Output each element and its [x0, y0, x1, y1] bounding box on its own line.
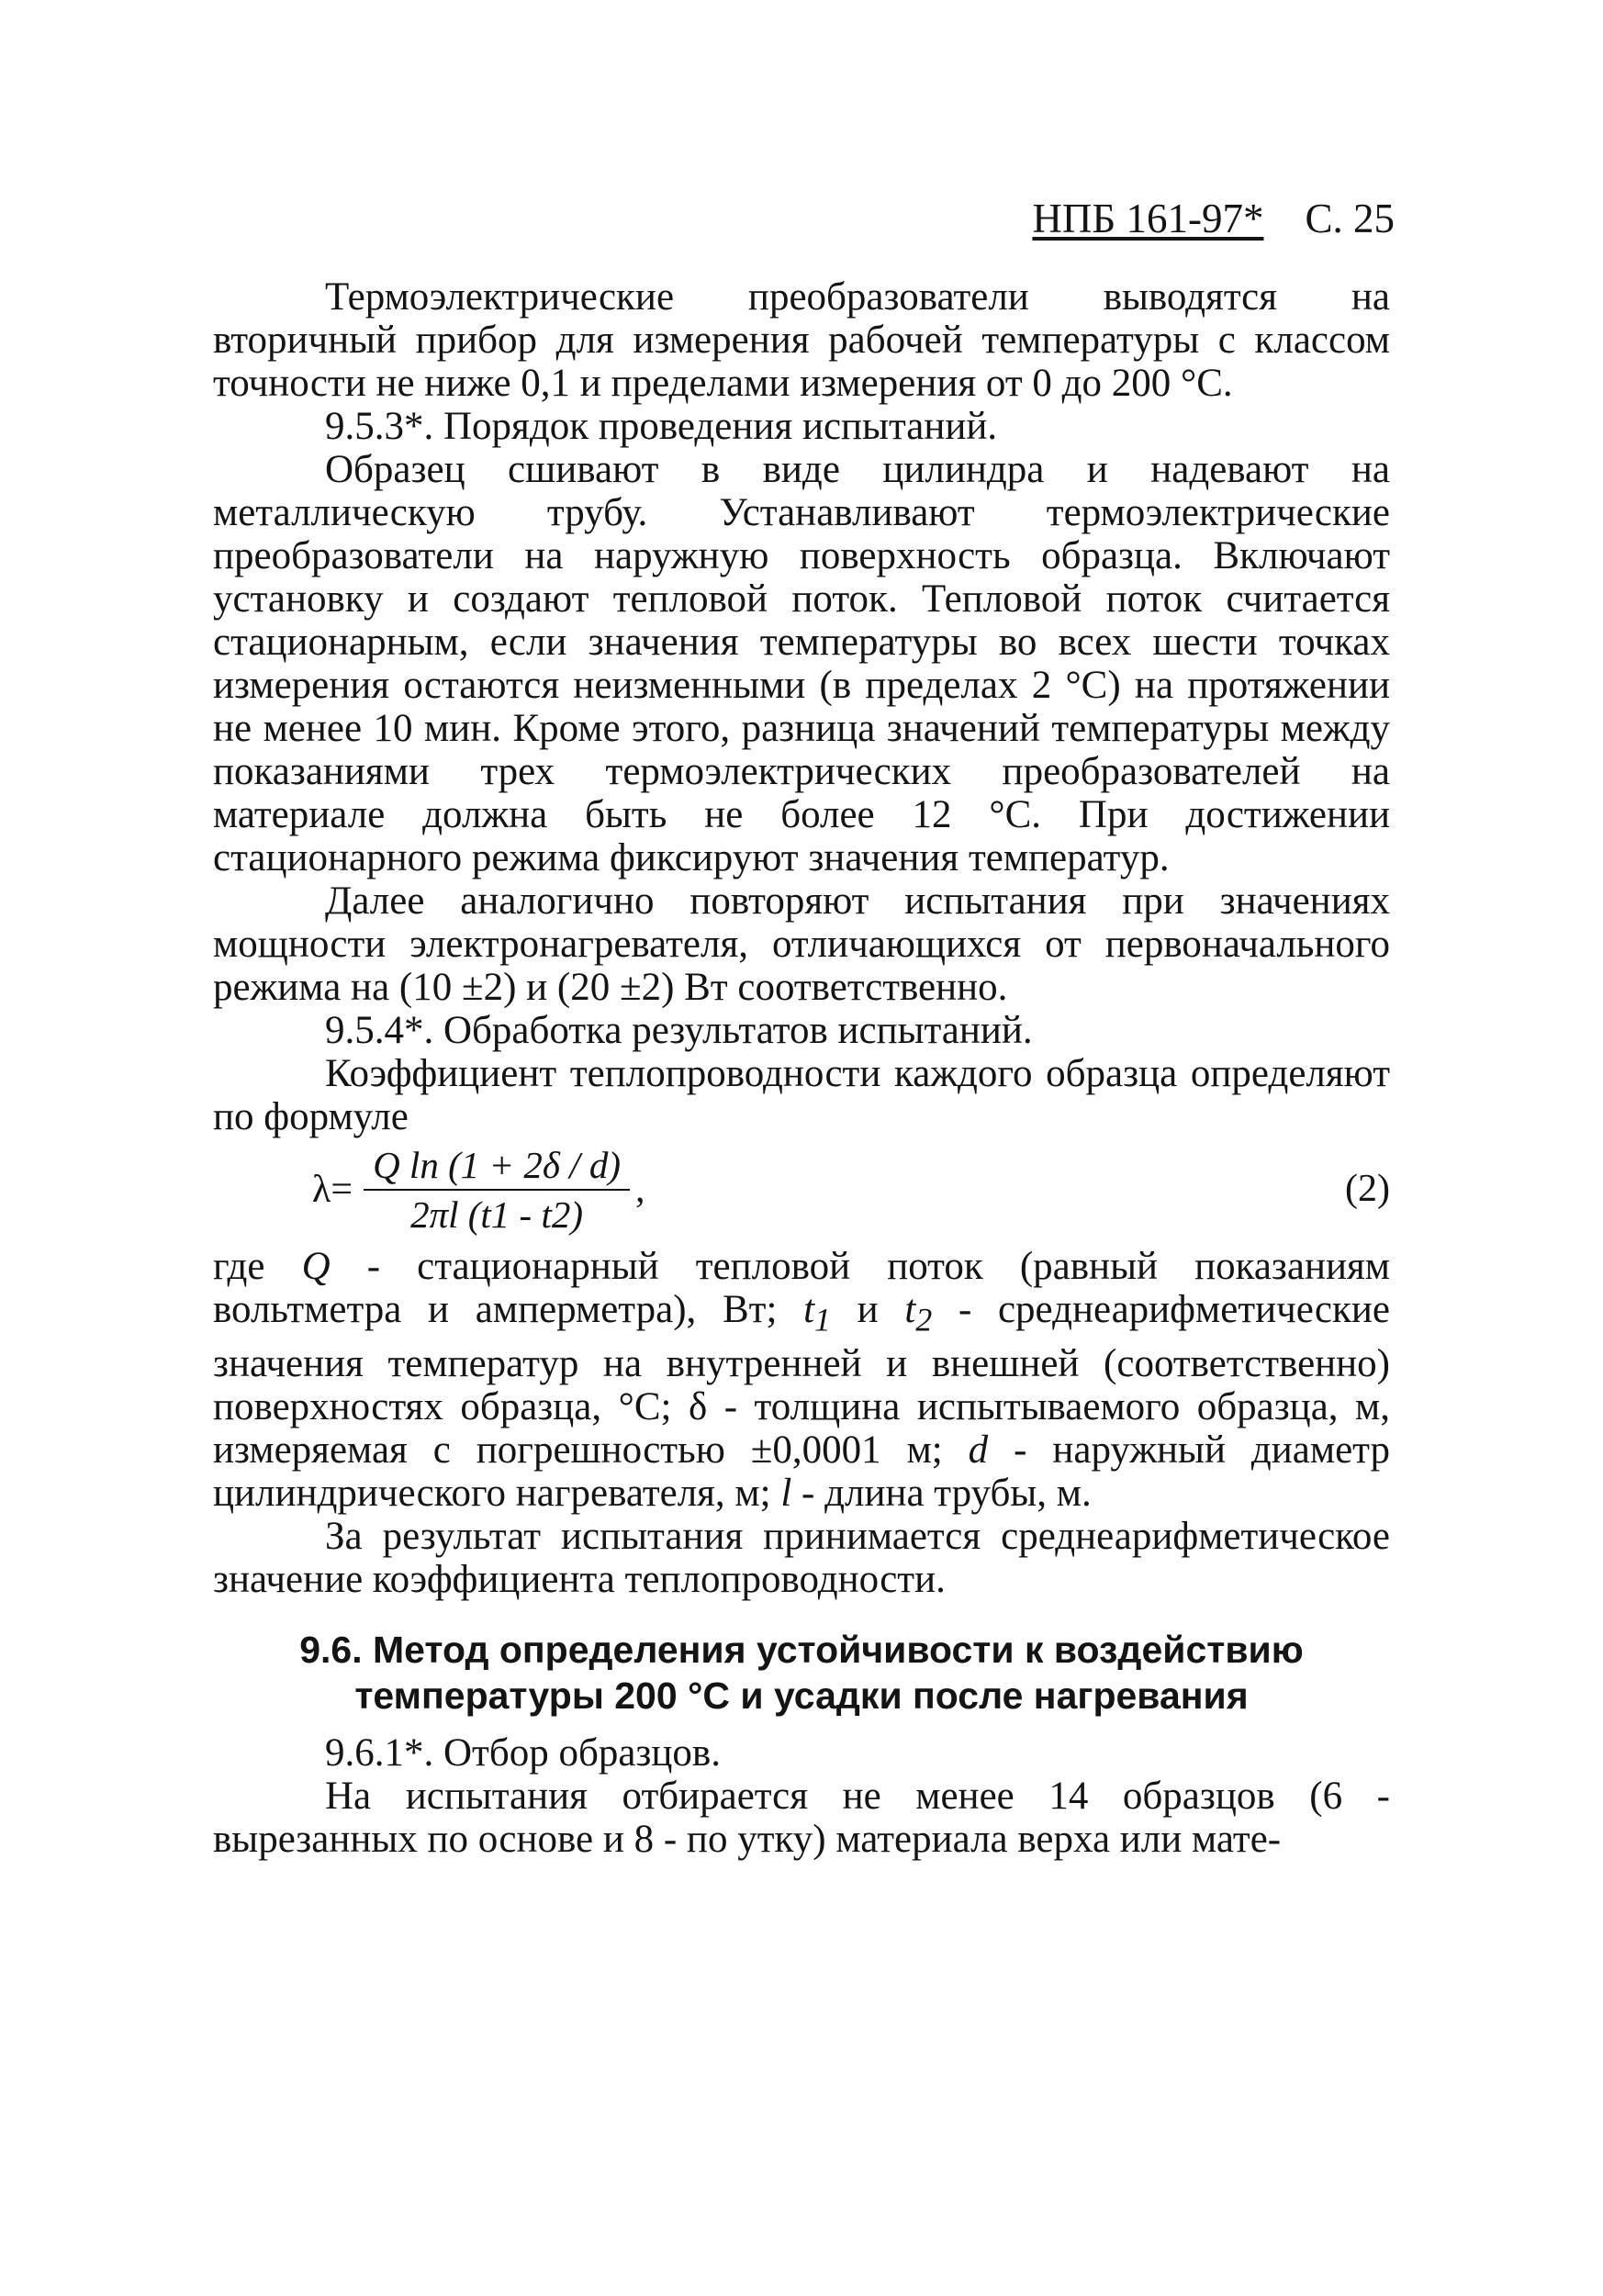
definition-q: - стационарный тепловой поток (равный показаниям вольтметра и амперметра), Вт;: [213, 1245, 1390, 1331]
header-spacer: [1274, 196, 1295, 241]
section-heading-line-1: 9.6. Метод определения устойчивости к воздействию: [299, 1628, 1304, 1671]
var-t2-subscript: 2: [915, 1301, 933, 1338]
formula-denominator: 2πl (t1 - t2): [410, 1193, 583, 1236]
formula-numerator: Q ln (1 + 2δ / d): [373, 1144, 621, 1186]
paragraph-variable-definitions: [213, 1245, 1390, 1515]
subsection-9-6-1: [213, 1731, 1390, 1775]
var-t1-subscript: 1: [814, 1301, 831, 1338]
page-number: С. 25: [1305, 196, 1395, 241]
page-header: [1032, 193, 1395, 244]
subsection-title: Обработка результатов испытаний.: [443, 1009, 1033, 1052]
conjunction-and: и: [830, 1288, 905, 1331]
formula-number: (2): [1345, 1168, 1390, 1210]
formula-lhs: λ=: [312, 1168, 353, 1211]
var-t2: t: [904, 1288, 916, 1331]
subsection-title: Отбор образцов.: [443, 1730, 721, 1775]
section-heading-line-2: температуры 200 °С и усадки после нагревания: [354, 1674, 1249, 1717]
var-d: d: [968, 1428, 989, 1472]
subsection-number: 9.6.1*.: [325, 1730, 434, 1775]
subsection-9-5-3: [213, 405, 1390, 448]
definition-l: - длина трубы, м.: [791, 1471, 1092, 1515]
formula-comma: ,: [635, 1168, 645, 1211]
paragraph-formula-intro: Коэффициент теплопроводности каждого образца определяют по формуле: [213, 1052, 1390, 1138]
subsection-9-5-4: [213, 1009, 1390, 1052]
var-t1: t: [803, 1288, 815, 1331]
body-text: [213, 275, 1390, 1861]
formula-block: [213, 1142, 1390, 1238]
section-heading-9-6: [213, 1627, 1390, 1719]
subsection-title: Порядок проведения испытаний.: [443, 405, 998, 448]
var-q: Q: [301, 1245, 331, 1288]
paragraph-sample-selection: На испытания отбирается не менее 14 образцов (6 - вырезанных по основе и 8 - по утку) материала верха или мате-: [213, 1774, 1390, 1861]
paragraph-result: За результат испытания принимается среднеарифметическое значение коэффициента теплопроводности.: [213, 1514, 1390, 1601]
paragraph-thermocouples: Термоэлектрические преобразователи выводятся на вторичный прибор для измерения рабочей температуры с классом точности не ниже 0,1 и пределами измерения от 0 до 200 °С.: [213, 275, 1390, 405]
formula-fraction: [364, 1143, 630, 1237]
where-word: где: [213, 1245, 265, 1288]
definition-t-delta: - среднеарифметические значения температур на внутренней и внешней (соответственно) поверхностях образца, °С; δ - толщина испытываемого образца, м, измеряемая с погрешностью ±0,0001 м;: [213, 1288, 1390, 1472]
paragraph-repeat-tests: Далее аналогично повторяют испытания при значениях мощности электронагревателя, отличающихся от первоначального режима на (10 ±2) и (20 ±2) Вт соответственно.: [213, 879, 1390, 1009]
document-code: НПБ 161-97*: [1032, 196, 1264, 241]
subsection-number: 9.5.4*.: [325, 1009, 434, 1052]
paragraph-test-procedure: Образец сшивают в виде цилиндра и надевают на металлическую трубу. Устанавливают термоэлектрические преобразователи на наружную поверхность образца. Включают установку и создают тепловой поток. Тепловой поток считается стационарным, если значения температуры во всех шести точках измерения остаются неизменными (в пределах 2 °С) на протяжении не менее 10 мин. Кроме этого, разница значений температуры между показаниями трех термоэлектрических преобразователей на материале должна быть не более 12 °С. При достижении стационарного режима фиксируют значения температур.: [213, 448, 1390, 879]
formula: [312, 1142, 645, 1238]
subsection-number: 9.5.3*.: [325, 405, 434, 448]
var-l: l: [780, 1471, 792, 1515]
definition-d: - наружный диаметр цилиндрического нагревателя, м;: [213, 1428, 1390, 1515]
